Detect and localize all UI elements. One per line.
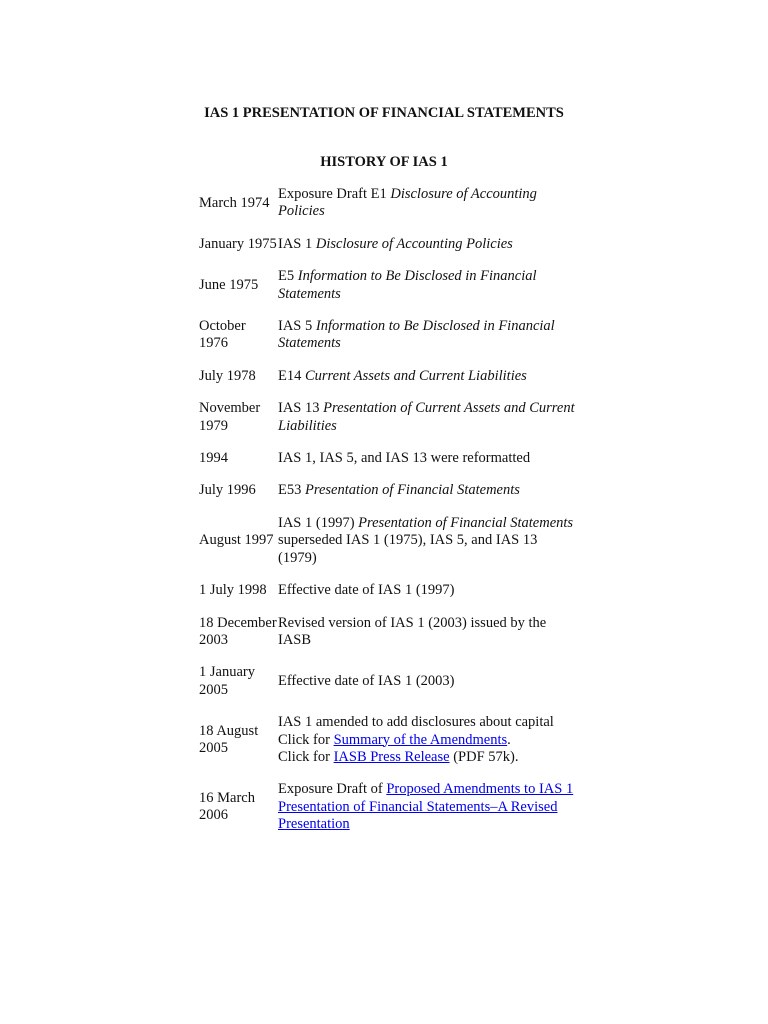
document-link[interactable]: Summary of the Amendments bbox=[333, 731, 508, 748]
publication-title: Presentation of Current Assets and Current Liabilities bbox=[278, 400, 575, 434]
history-event bbox=[278, 673, 579, 690]
event-text: IAS 13 bbox=[278, 400, 324, 417]
history-date: January 1975 bbox=[199, 235, 277, 252]
event-text: E53 bbox=[278, 482, 305, 499]
history-event bbox=[278, 186, 579, 221]
history-row bbox=[199, 482, 579, 499]
history-date: July 1996 bbox=[199, 482, 256, 499]
history-date: 16 March 2006 bbox=[199, 790, 255, 824]
history-row bbox=[199, 781, 579, 833]
history-row bbox=[199, 450, 579, 467]
publication-title: Current Assets and Current Liabilities bbox=[304, 367, 527, 384]
publication-title: Disclosure of Accounting Policies bbox=[278, 186, 537, 220]
history-row bbox=[199, 714, 579, 766]
history-date: June 1975 bbox=[199, 276, 259, 293]
history-date: 18 December 2003 bbox=[199, 614, 277, 648]
event-text: E14 bbox=[278, 367, 305, 384]
history-event bbox=[278, 515, 579, 567]
event-text: Exposure Draft of bbox=[278, 781, 387, 798]
history-date: 1 July 1998 bbox=[199, 582, 267, 599]
document-link[interactable]: IASB Press Release bbox=[333, 748, 450, 765]
history-row bbox=[199, 236, 579, 253]
history-row bbox=[199, 268, 579, 303]
history-event bbox=[278, 582, 579, 599]
history-date: 18 August 2005 bbox=[199, 722, 259, 757]
history-date: July 1978 bbox=[199, 367, 256, 384]
history-date: 1 January 2005 bbox=[199, 664, 255, 698]
event-text: IAS 1 (1997) bbox=[278, 514, 359, 531]
history-date: 1994 bbox=[199, 450, 228, 467]
event-text: superseded IAS 1 (1975), IAS 5, and IAS 13 (1979) bbox=[278, 532, 538, 566]
history-row bbox=[199, 186, 579, 221]
event-text: Click for bbox=[278, 731, 334, 748]
history-row bbox=[199, 400, 579, 435]
event-text: IAS 1, IAS 5, and IAS 13 were reformatted bbox=[278, 450, 531, 467]
event-text: (PDF 57k). bbox=[449, 748, 519, 765]
history-event bbox=[278, 482, 579, 499]
history-date: March 1974 bbox=[199, 194, 270, 211]
event-text: IAS 1 bbox=[278, 235, 316, 252]
event-text: Click for bbox=[278, 748, 334, 765]
history-row bbox=[199, 582, 579, 599]
event-text: IAS 1 amended to add disclosures about capital bbox=[278, 714, 554, 731]
history-heading: HISTORY OF IAS 1 bbox=[320, 154, 448, 170]
history-event bbox=[278, 318, 579, 353]
document-title: IAS 1 PRESENTATION OF FINANCIAL STATEMENTS bbox=[204, 105, 564, 121]
publication-title: Presentation of Financial Statements bbox=[304, 482, 520, 499]
history-event bbox=[278, 781, 579, 833]
history-event bbox=[278, 615, 579, 650]
history-event bbox=[278, 236, 579, 253]
event-text: IAS 5 bbox=[278, 318, 316, 335]
history-event bbox=[278, 268, 579, 303]
event-text: Revised version of IAS 1 (2003) issued by the IASB bbox=[278, 614, 547, 648]
document-link[interactable]: Proposed Amendments to IAS 1 Presentation of Financial Statements–A Revised Presentation bbox=[278, 781, 574, 833]
publication-title: Information to Be Disclosed in Financial Statements bbox=[278, 318, 555, 352]
history-row bbox=[199, 664, 579, 699]
event-text: Effective date of IAS 1 (2003) bbox=[278, 673, 455, 690]
history-row bbox=[199, 615, 579, 650]
publication-title: Presentation of Financial Statements bbox=[358, 514, 574, 531]
history-event bbox=[278, 450, 579, 467]
history-date: August 1997 bbox=[199, 532, 274, 549]
history-table bbox=[199, 186, 579, 849]
publication-title: Information to Be Disclosed in Financial Statements bbox=[278, 268, 537, 302]
event-text: Exposure Draft E1 bbox=[278, 186, 391, 202]
history-date: October 1976 bbox=[199, 318, 246, 352]
history-event bbox=[278, 368, 579, 385]
publication-title: Disclosure of Accounting Policies bbox=[315, 235, 513, 252]
history-row bbox=[199, 318, 579, 353]
history-date: November 1979 bbox=[199, 400, 261, 434]
event-text: . bbox=[507, 731, 511, 748]
event-text: E5 bbox=[278, 268, 298, 285]
event-text: Effective date of IAS 1 (1997) bbox=[278, 582, 455, 599]
history-event bbox=[278, 400, 579, 435]
history-row bbox=[199, 368, 579, 385]
history-row bbox=[199, 515, 579, 567]
history-event bbox=[278, 714, 579, 766]
